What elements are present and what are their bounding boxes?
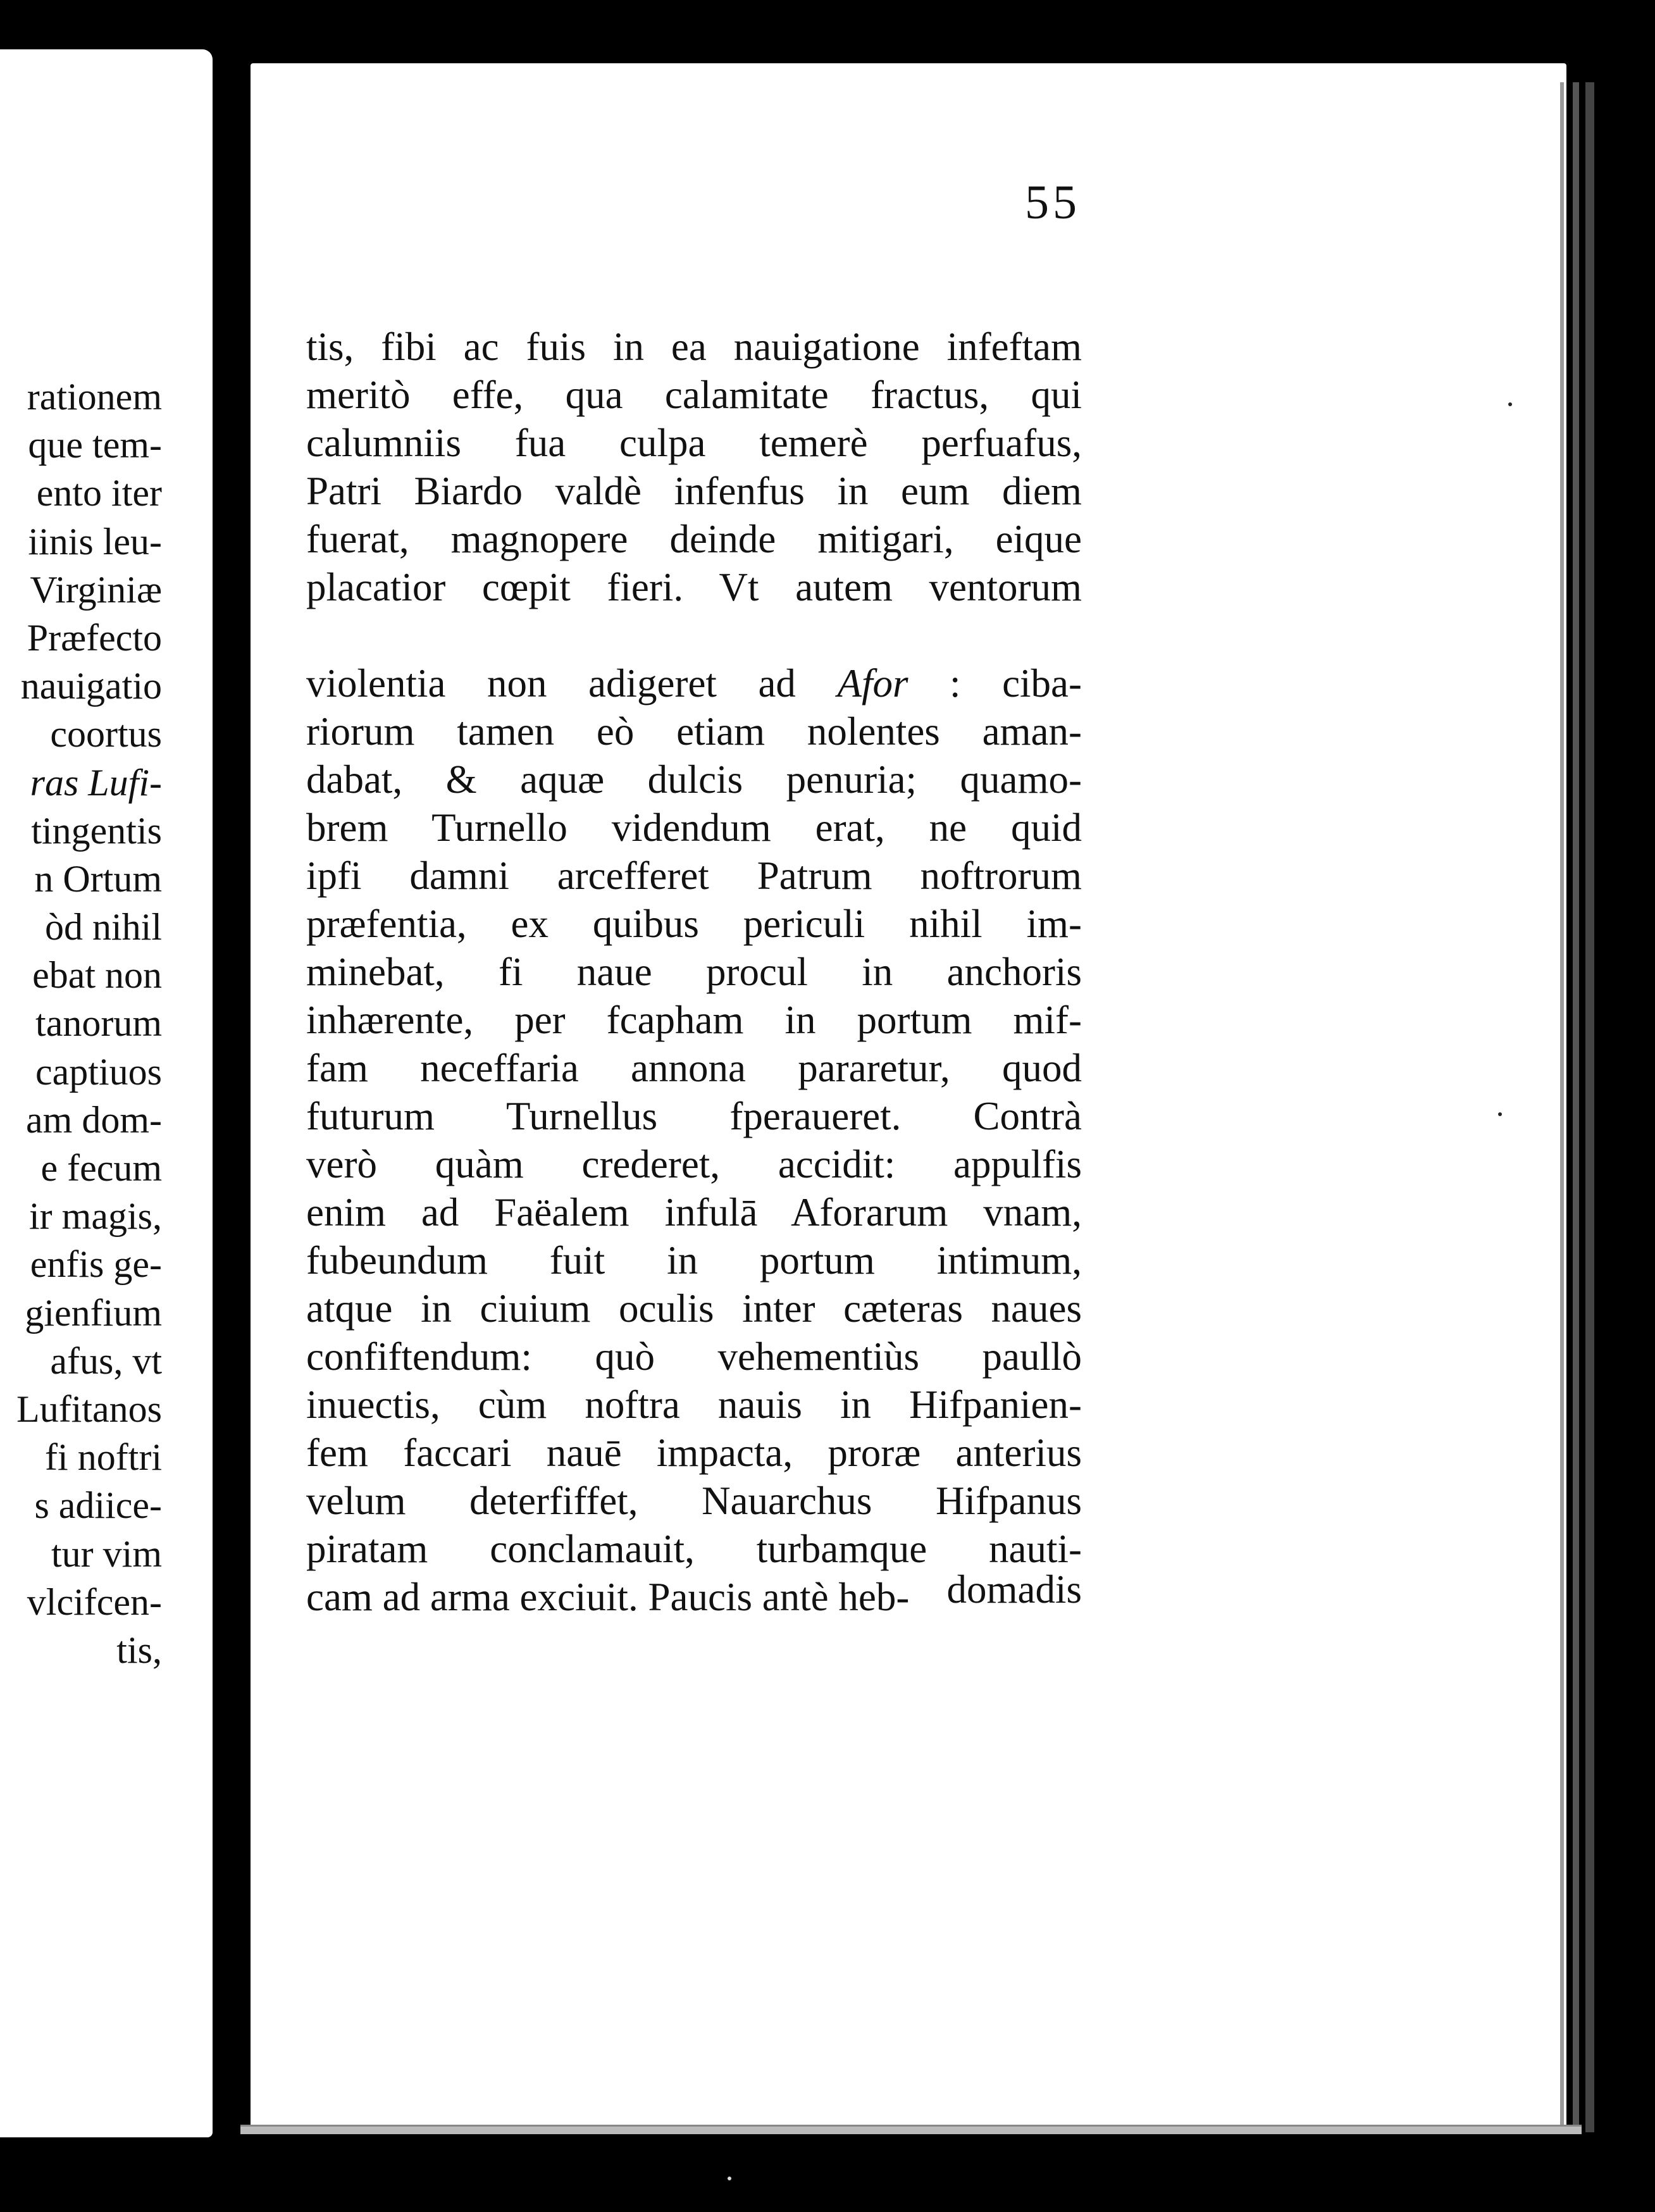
text-line: meritò effe, qua calamitate fractus, qui [306,373,1082,417]
text-line: riorum tamen eò etiam nolentes aman- [306,709,1082,754]
book-gutter [213,38,251,2145]
left-line: nauigatio [20,665,162,707]
page-bottom-edge [240,2125,1582,2134]
text-line: Patri Biardo valdè infenfus in eum diem [306,469,1082,513]
text-line: fam neceffaria annona pararetur, quod [306,1046,1082,1090]
left-line: am dom- [26,1098,162,1141]
text-line: fem faccari nauē impacta, proræ anterius [306,1431,1082,1475]
left-line: gienfium [25,1291,162,1334]
left-line: e fecum [40,1147,162,1189]
text-line: dabat, & aquæ dulcis penuria; quamo- [306,757,1082,802]
left-line: ebat non [32,954,162,997]
text-line: ipfi damni arcefferet Patrum noftrorum [306,854,1082,898]
left-line: ras Lufi- [30,761,162,804]
left-page-fragment [0,49,213,2137]
left-line: tingentis [31,809,162,852]
paper-speck [728,2177,731,2180]
left-line: ento iter [36,472,162,514]
left-line: Lufitanos [16,1388,162,1430]
page-number: 55 [1025,176,1081,229]
text-line: piratam conclamauit, turbamque nauti- [306,1527,1082,1571]
text-line [306,611,1082,659]
text-line: atque in ciuium oculis inter cæteras naues [306,1286,1082,1331]
left-line: captiuos [35,1050,162,1093]
text-line: tis, fibi ac fuis in ea nauigatione infeftam [306,325,1082,369]
left-line: tanorum [35,1002,162,1045]
text-line: præfentia, ex quibus periculi nihil im- [306,902,1082,946]
left-line: Virginiæ [30,568,162,611]
right-page-body [306,323,1082,1621]
text-line: verò quàm crederet, accidit: appulfis [306,1142,1082,1186]
left-line: fi noftri [45,1436,162,1479]
text-line [306,659,1082,707]
text-line: confiftendum: quò vehementiùs paullò [306,1334,1082,1379]
left-line: vlcifcen- [27,1581,162,1623]
left-line: n Ortum [34,857,162,900]
text-line: futurum Turnellus fperaueret. Contrà [306,1094,1082,1138]
text-line: fubeundum fuit in portum intimum, [306,1238,1082,1283]
left-line: rationem [27,376,162,418]
text-line: brem Turnello videndum erat, ne quid [306,805,1082,850]
text-segment: violentia non adigeret ad [306,661,838,705]
text-line: enim ad Faëalem infulā Aforarum vnam, [306,1190,1082,1234]
italic-place-name: Afor [837,661,908,705]
left-line: iinis leu- [28,520,162,562]
left-line: tis, [116,1629,162,1671]
left-line: òd nihil [44,906,162,948]
text-line: placatior cœpit fieri. Vt autem ventorum [306,565,1082,609]
text-line: calumniis fua culpa temerè perfuafus, [306,421,1082,465]
page-edge [1560,82,1564,2132]
text-line: inuectis, cùm noftra nauis in Hifpanien- [306,1382,1082,1427]
left-line: tur vim [51,1532,162,1575]
left-line: Præfecto [27,616,162,659]
page-edge [1585,82,1594,2132]
left-line: afus, vt [50,1339,162,1382]
paper-speck [1498,1112,1502,1116]
text-line: cam ad arma exciuit. Paucis antè heb- [306,1575,910,1619]
left-line: ir magis, [29,1195,162,1238]
left-line: que tem- [28,424,162,466]
paper-speck [1508,402,1512,406]
catchword: domadis [946,1567,1082,1612]
page-edge [1573,82,1579,2132]
left-line: s adiice- [34,1484,162,1527]
text-line: minebat, fi naue procul in anchoris [306,950,1082,994]
text-line: fuerat, magnopere deinde mitigari, eique [306,517,1082,561]
left-page-text [16,373,162,1674]
left-line: coortus [50,713,162,755]
text-line: velum deterfiffet, Nauarchus Hifpanus [306,1479,1082,1523]
text-line: inhærente, per fcapham in portum mif- [306,998,1082,1042]
left-line: enfis ge- [30,1243,162,1286]
text-segment: : ciba- [908,661,1082,705]
